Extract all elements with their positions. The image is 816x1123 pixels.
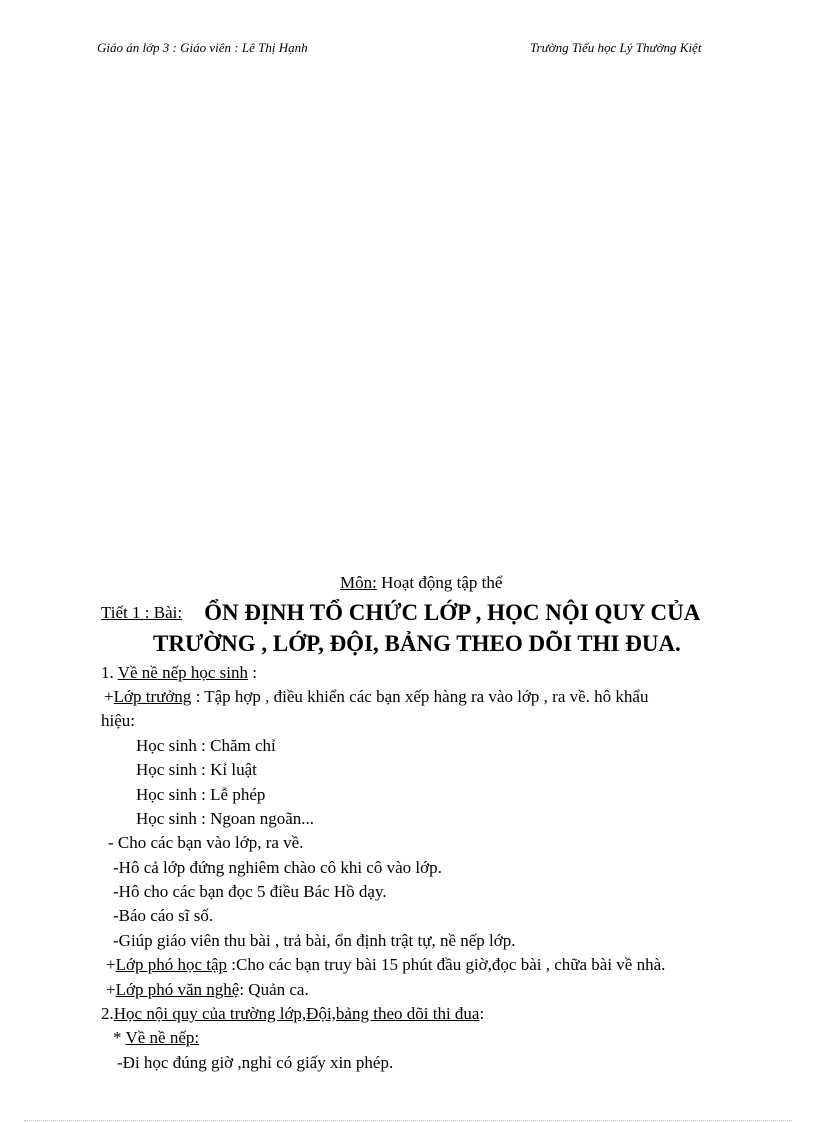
discipline-heading	[113, 1028, 199, 1048]
title-line-1	[101, 600, 700, 626]
section-2-colon: :	[479, 1004, 485, 1023]
art-deputy-text: : Quản ca.	[239, 980, 309, 999]
duty-item: -Hô cả lớp đứng nghiêm chào cô khi cô vào lớp.	[113, 858, 442, 877]
chant-item: Học sinh : Ngoan ngoãn...	[136, 809, 315, 828]
chant-item: Học sinh : Lễ phép	[136, 785, 266, 804]
discipline-title: Về nề nếp:	[125, 1028, 200, 1047]
subject-value: Hoạt động tập thể	[376, 573, 503, 592]
study-deputy-label: Lớp phó học tập	[115, 955, 228, 974]
class-monitor-line	[104, 687, 648, 707]
section-2-heading	[101, 1004, 484, 1024]
title-line-2: TRƯỜNG , LỚP, ĐỘI, BẢNG THEO DÕI THI ĐUA.	[153, 631, 681, 656]
duty-item: -Báo cáo sĩ số.	[113, 906, 214, 925]
section-1-number: 1.	[101, 663, 118, 682]
page-bottom-divider	[24, 1120, 792, 1121]
header-right: Trường Tiểu học Lý Thường Kiệt	[530, 40, 702, 55]
section-1-colon: :	[248, 663, 257, 682]
chant-item: Học sinh : Kỉ luật	[136, 760, 257, 779]
class-monitor-wrap: hiệu:	[101, 711, 135, 730]
duty-item: -Giúp giáo viên thu bài , trả bài, ổn định trật tự, nề nếp lớp.	[113, 931, 516, 950]
section-1-heading	[101, 663, 257, 683]
subject-line	[340, 573, 502, 593]
lesson-label: Tiết 1 : Bài:	[101, 603, 183, 622]
discipline-bullet: *	[113, 1028, 126, 1047]
title-text-1: ỔN ĐỊNH TỔ CHỨC LỚP , HỌC NỘI QUY CỦA	[204, 600, 701, 625]
duty-item: -Hô cho các bạn đọc 5 điều Bác Hồ dạy.	[113, 882, 387, 901]
section-2-number: 2.	[101, 1004, 114, 1023]
art-deputy-line	[106, 980, 309, 1000]
rule-item: -Đi học đúng giờ ,nghỉ có giấy xin phép.	[117, 1053, 394, 1072]
art-deputy-plus: +	[106, 980, 116, 999]
class-monitor-label: Lớp trưởng	[113, 687, 192, 706]
header-left: Giáo án lớp 3 : Giáo viên : Lê Thị Hạnh	[97, 40, 308, 55]
study-deputy-plus: +	[106, 955, 116, 974]
chant-item: Học sinh : Chăm chỉ	[136, 736, 276, 755]
study-deputy-text: :Cho các bạn truy bài 15 phút đầu giờ,đọc bài , chữa bài về nhà.	[227, 955, 666, 974]
subject-label: Môn:	[340, 573, 377, 592]
art-deputy-label: Lớp phó văn nghệ	[115, 980, 240, 999]
duty-item: - Cho các bạn vào lớp, ra về.	[108, 833, 304, 852]
study-deputy-line	[106, 955, 665, 975]
class-monitor-text: : Tập hợp , điều khiển các bạn xếp hàng ra vào lớp , ra về. hô khẩu	[191, 687, 649, 706]
section-2-title: Học nội quy của trường lớp,Đội,bảng theo dõi thi đua	[113, 1004, 480, 1023]
section-1-title: Về nề nếp học sinh	[117, 663, 249, 682]
class-monitor-plus: +	[104, 687, 114, 706]
